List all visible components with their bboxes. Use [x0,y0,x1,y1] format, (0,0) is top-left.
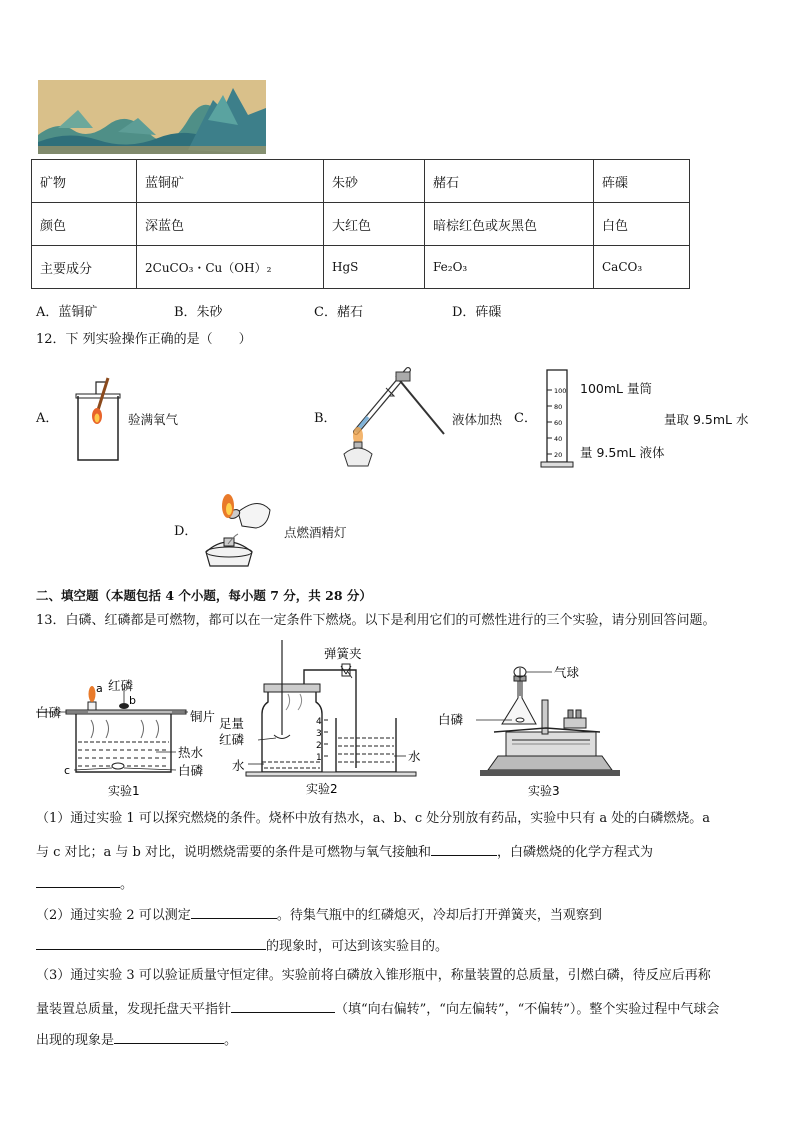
table-cell: CaCO₃ [594,246,690,289]
q12-b-letter[interactable]: B． [314,411,337,426]
q13-part3-line2 [36,998,776,1019]
label-a: a [96,682,103,695]
table-cell: 白色 [594,203,690,246]
table-cell: 朱砂 [324,160,425,203]
q12-c-label1: 量取 9.5mL 水 [664,412,749,427]
caption-2: 实验2 [306,782,338,796]
q13-part2-text3: 的现象时，可达到该实验目的。 [266,939,449,954]
label-c: c [64,764,71,777]
label-white-phosphorus-3: 白磷 [438,712,464,727]
q13-part1-line2 [36,841,766,862]
experiment-1 [36,678,215,798]
q13-part3-text2: （填“向右偏转”，“向左偏转”，“不偏转”）。整个实验过程中气球会 [335,1002,720,1017]
q12-a-letter[interactable]: A． [36,411,59,426]
label-white-phosphorus: 白磷 [36,705,62,720]
answer-blank[interactable] [36,935,266,950]
label-enough: 足量 [219,716,245,731]
q13-part3-line1: （3）通过实验 3 可以验证质量守恒定律。实验前将白磷放入锥形瓶中，称量装置的总质量，引燃白磷，待反应后再称 [36,968,711,983]
tick-label: 80 [554,403,563,411]
graduated-cylinder-figure [538,366,574,474]
table-row [32,246,690,289]
table-cell: 赭石 [425,160,594,203]
label-hot-water: 热水 [178,745,204,760]
label-water-right: 水 [408,749,421,764]
experiments-figure [36,640,756,800]
alcohol-lamp-figure [198,486,278,574]
label-red-phosphorus: 红磷 [108,678,134,693]
cylinder-ticks [547,387,566,459]
q13-part2-line2 [36,935,448,956]
choice-b[interactable]: B．朱砂 [174,305,223,320]
answer-blank[interactable] [231,998,335,1013]
table-cell: Fe₂O₃ [425,246,594,289]
q13-part1-text: 与 c 对比；a 与 b 对比，说明燃烧需要的条件是可燃物与氧气接触和 [36,845,432,860]
table-cell: 矿物 [32,160,137,203]
q12-d-letter[interactable]: D． [174,524,198,539]
table-row [32,160,690,203]
q12-stem: 12．下 列实验操作正确的是（ ） [36,332,252,347]
q12-d-label: 点燃酒精灯 [284,525,347,540]
minerals-table [31,159,690,289]
answer-blank[interactable] [114,1029,224,1044]
q12-a-label: 验满氧气 [128,412,179,427]
tick-label: 40 [554,435,563,443]
landscape-painting [38,80,266,154]
q13-part3-text: 量装置总质量，发现托盘天平指针 [36,1002,232,1017]
liquid-heating-figure [336,362,451,476]
label-water-left: 水 [232,758,245,773]
tick-label: 100 [554,387,567,395]
table-cell: 主要成分 [32,246,137,289]
choice-c[interactable]: C．赭石 [314,305,363,320]
label-copper: 铜片 [190,709,216,724]
q13-part1-line3 [36,873,133,894]
label-clip: 弹簧夹 [324,646,362,661]
cylinder-title: 100mL 量筒 [580,381,652,396]
mark-4: 4 [316,717,322,727]
tick-label: 60 [554,419,563,427]
q13-part1-end: 。 [120,877,134,892]
q13-stem: 13．白磷、红磷都是可燃物，都可以在一定条件下燃烧。以下是利用它们的可燃性进行的三个实验，请分别回答问题。 [36,613,716,628]
experiment-2 [219,640,421,796]
q13-part1-text2: ，白磷燃烧的化学方程式为 [497,845,654,860]
section-title: 二、填空题（本题包括 4 个小题，每小题 7 分，共 28 分） [36,588,372,603]
table-cell: 暗棕红色或灰黑色 [425,203,594,246]
q13-part2-text2: 。待集气瓶中的红磷熄灭，冷却后打开弹簧夹，当观察到 [276,908,602,923]
label-balloon: 气球 [554,665,580,680]
label-white-phosphorus-2: 白磷 [178,763,204,778]
answer-blank[interactable] [191,904,277,919]
label-red-phosphorus-2: 红磷 [219,732,245,747]
experiment-3 [438,665,620,798]
q12-b-label: 液体加热 [452,412,503,427]
caption-1: 实验1 [108,784,140,798]
table-cell: 2CuCO₃・Cu（OH）₂ [137,246,324,289]
table-cell: HgS [324,246,425,289]
mark-1: 1 [316,753,322,763]
caption-3: 实验3 [528,784,560,798]
q13-part2-line1 [36,904,602,925]
q12-c-label2: 量 9.5mL 液体 [580,445,665,460]
q13-part3-end: 。 [224,1033,238,1048]
q13-part2-text: （2）通过实验 2 可以测定 [36,908,191,923]
q12-c-letter[interactable]: C． [514,411,537,426]
label-b: b [129,694,136,707]
table-cell: 砗磲 [594,160,690,203]
answer-blank[interactable] [431,841,497,856]
q13-part1-line1: （1）通过实验 1 可以探究燃烧的条件。烧杯中放有热水，a、b、c 处分别放有药品，实验中只有 a 处的白磷燃烧。a [36,811,711,826]
table-cell: 蓝铜矿 [137,160,324,203]
table-cell: 深蓝色 [137,203,324,246]
q13-part3-text3: 出现的现象是 [36,1033,115,1048]
oxygen-test-figure [68,376,128,470]
choice-a[interactable]: A．蓝铜矿 [36,305,98,320]
choice-d[interactable]: D．砗磲 [452,305,502,320]
mark-2: 2 [316,741,322,751]
answer-blank[interactable] [36,873,120,888]
table-row [32,203,690,246]
mark-3: 3 [316,729,322,739]
table-cell: 颜色 [32,203,137,246]
tick-label: 20 [554,451,563,459]
table-cell: 大红色 [324,203,425,246]
q13-part3-line3 [36,1029,237,1050]
